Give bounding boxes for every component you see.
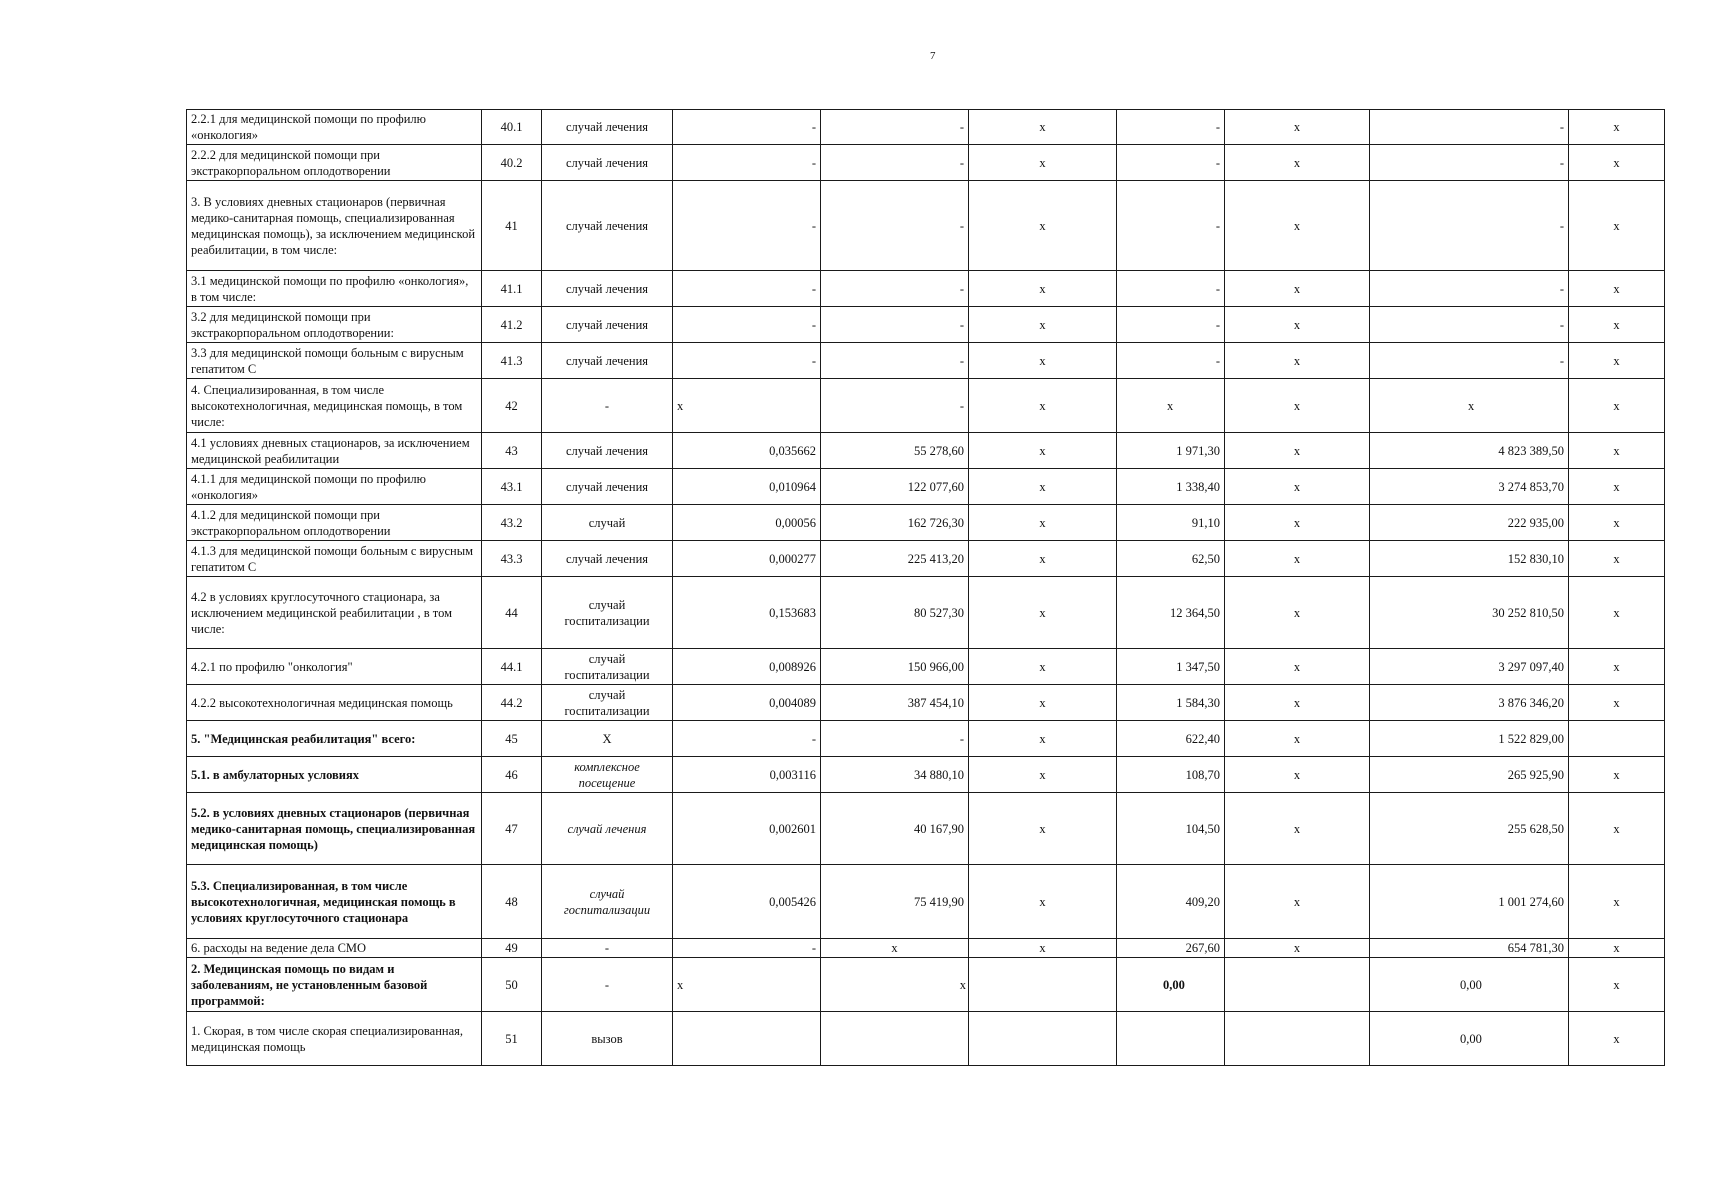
cell-value-3: x bbox=[969, 685, 1117, 721]
cell-value-2: x bbox=[821, 958, 969, 1012]
cell-value-1: 0,035662 bbox=[673, 433, 821, 469]
row-label: 6. расходы на ведение дела СМО bbox=[187, 939, 482, 958]
cell-value-7: x bbox=[1569, 1012, 1665, 1066]
cell-value-2: 40 167,90 bbox=[821, 793, 969, 865]
row-number: 40.1 bbox=[482, 110, 542, 145]
cell-value-2: - bbox=[821, 181, 969, 271]
table-row bbox=[187, 541, 1665, 577]
cell-value-4: 409,20 bbox=[1117, 865, 1225, 939]
table-row bbox=[187, 271, 1665, 307]
cell-value-2: - bbox=[821, 110, 969, 145]
row-label: 3.2 для медицинской помощи при экстракорпоральном оплодотворении: bbox=[187, 307, 482, 343]
cell-value-4: - bbox=[1117, 271, 1225, 307]
row-unit: случай лечения bbox=[542, 343, 673, 379]
cell-value-6: 152 830,10 bbox=[1370, 541, 1569, 577]
cell-value-2: 225 413,20 bbox=[821, 541, 969, 577]
cell-value-4: 91,10 bbox=[1117, 505, 1225, 541]
cell-value-1: 0,153683 bbox=[673, 577, 821, 649]
row-number: 43.3 bbox=[482, 541, 542, 577]
row-number: 44 bbox=[482, 577, 542, 649]
cell-value-1: x bbox=[673, 958, 821, 1012]
cell-value-4: 1 338,40 bbox=[1117, 469, 1225, 505]
cell-value-2: - bbox=[821, 145, 969, 181]
row-number: 43.1 bbox=[482, 469, 542, 505]
cell-value-6: 4 823 389,50 bbox=[1370, 433, 1569, 469]
row-unit: - bbox=[542, 958, 673, 1012]
cell-value-3: x bbox=[969, 939, 1117, 958]
cell-value-3: x bbox=[969, 110, 1117, 145]
cell-value-6: - bbox=[1370, 110, 1569, 145]
cell-value-3: x bbox=[969, 433, 1117, 469]
row-number: 45 bbox=[482, 721, 542, 757]
row-unit: - bbox=[542, 379, 673, 433]
cell-value-2 bbox=[821, 1012, 969, 1066]
row-unit: случай лечения bbox=[542, 433, 673, 469]
cell-value-4 bbox=[1117, 1012, 1225, 1066]
table-row bbox=[187, 505, 1665, 541]
row-number: 41.3 bbox=[482, 343, 542, 379]
cell-value-4: 622,40 bbox=[1117, 721, 1225, 757]
row-number: 44.1 bbox=[482, 649, 542, 685]
cell-value-3: x bbox=[969, 649, 1117, 685]
cell-value-3: x bbox=[969, 271, 1117, 307]
cell-value-3: x bbox=[969, 541, 1117, 577]
cell-value-5: x bbox=[1225, 793, 1370, 865]
row-label: 4.2.1 по профилю "онкология" bbox=[187, 649, 482, 685]
data-table bbox=[186, 109, 1665, 1066]
cell-value-4: - bbox=[1117, 181, 1225, 271]
row-label: 4.1.1 для медицинской помощи по профилю «онкология» bbox=[187, 469, 482, 505]
cell-value-7: x bbox=[1569, 343, 1665, 379]
row-number: 40.2 bbox=[482, 145, 542, 181]
cell-value-5: x bbox=[1225, 379, 1370, 433]
cell-value-1: - bbox=[673, 343, 821, 379]
table-row bbox=[187, 757, 1665, 793]
row-number: 48 bbox=[482, 865, 542, 939]
cell-value-2: 75 419,90 bbox=[821, 865, 969, 939]
row-unit: случай лечения bbox=[542, 541, 673, 577]
cell-value-2: - bbox=[821, 721, 969, 757]
cell-value-7: x bbox=[1569, 110, 1665, 145]
cell-value-2: 387 454,10 bbox=[821, 685, 969, 721]
row-unit: комплексное посещение bbox=[542, 757, 673, 793]
row-label: 1. Скорая, в том числе скорая специализированная, медицинская помощь bbox=[187, 1012, 482, 1066]
cell-value-2: 122 077,60 bbox=[821, 469, 969, 505]
table-row bbox=[187, 721, 1665, 757]
cell-value-4: 1 971,30 bbox=[1117, 433, 1225, 469]
cell-value-7: x bbox=[1569, 793, 1665, 865]
cell-value-7: x bbox=[1569, 469, 1665, 505]
cell-value-6: 0,00 bbox=[1370, 1012, 1569, 1066]
cell-value-3: x bbox=[969, 307, 1117, 343]
cell-value-5: x bbox=[1225, 649, 1370, 685]
cell-value-6: 3 876 346,20 bbox=[1370, 685, 1569, 721]
table-row bbox=[187, 343, 1665, 379]
cell-value-5: x bbox=[1225, 343, 1370, 379]
row-label: 5.3. Специализированная, в том числе высокотехнологичная, медицинская помощь в условиях круглосуточного стационара bbox=[187, 865, 482, 939]
cell-value-7: x bbox=[1569, 958, 1665, 1012]
row-unit: случай лечения bbox=[542, 793, 673, 865]
cell-value-1: x bbox=[673, 379, 821, 433]
cell-value-5: x bbox=[1225, 433, 1370, 469]
row-label: 5.1. в амбулаторных условиях bbox=[187, 757, 482, 793]
cell-value-7: x bbox=[1569, 433, 1665, 469]
row-number: 41.2 bbox=[482, 307, 542, 343]
cell-value-5: x bbox=[1225, 469, 1370, 505]
row-unit: случай госпитализации bbox=[542, 577, 673, 649]
cell-value-5: x bbox=[1225, 757, 1370, 793]
cell-value-4: x bbox=[1117, 379, 1225, 433]
cell-value-6: 1 522 829,00 bbox=[1370, 721, 1569, 757]
row-unit: - bbox=[542, 939, 673, 958]
cell-value-4: - bbox=[1117, 145, 1225, 181]
cell-value-6: - bbox=[1370, 307, 1569, 343]
cell-value-4: 1 584,30 bbox=[1117, 685, 1225, 721]
page-number: 7 bbox=[930, 50, 936, 62]
cell-value-3: x bbox=[969, 757, 1117, 793]
cell-value-6: - bbox=[1370, 181, 1569, 271]
row-label: 2.2.1 для медицинской помощи по профилю «онкология» bbox=[187, 110, 482, 145]
cell-value-6: 0,00 bbox=[1370, 958, 1569, 1012]
cell-value-3: x bbox=[969, 793, 1117, 865]
cell-value-2: - bbox=[821, 271, 969, 307]
cell-value-6: 222 935,00 bbox=[1370, 505, 1569, 541]
cell-value-7: x bbox=[1569, 649, 1665, 685]
table-row bbox=[187, 307, 1665, 343]
row-unit: вызов bbox=[542, 1012, 673, 1066]
cell-value-5: x bbox=[1225, 939, 1370, 958]
row-label: 4.1 условиях дневных стационаров, за исключением медицинской реабилитации bbox=[187, 433, 482, 469]
row-unit: случай госпитализации bbox=[542, 685, 673, 721]
cell-value-5: x bbox=[1225, 541, 1370, 577]
cell-value-4: 104,50 bbox=[1117, 793, 1225, 865]
cell-value-1: - bbox=[673, 110, 821, 145]
row-number: 51 bbox=[482, 1012, 542, 1066]
cell-value-1: 0,004089 bbox=[673, 685, 821, 721]
row-unit: случай лечения bbox=[542, 307, 673, 343]
cell-value-7: x bbox=[1569, 307, 1665, 343]
table-row bbox=[187, 865, 1665, 939]
cell-value-7: x bbox=[1569, 757, 1665, 793]
row-label: 2. Медицинская помощь по видам и заболеваниям, не установленным базовой программой: bbox=[187, 958, 482, 1012]
row-number: 50 bbox=[482, 958, 542, 1012]
table-row bbox=[187, 110, 1665, 145]
row-unit: случай лечения bbox=[542, 469, 673, 505]
row-label: 4.1.3 для медицинской помощи больным с вирусным гепатитом С bbox=[187, 541, 482, 577]
cell-value-7: x bbox=[1569, 181, 1665, 271]
cell-value-1: 0,005426 bbox=[673, 865, 821, 939]
cell-value-4: 267,60 bbox=[1117, 939, 1225, 958]
cell-value-6: 265 925,90 bbox=[1370, 757, 1569, 793]
cell-value-7: x bbox=[1569, 865, 1665, 939]
cell-value-1: 0,008926 bbox=[673, 649, 821, 685]
cell-value-1: 0,00056 bbox=[673, 505, 821, 541]
cell-value-6: 654 781,30 bbox=[1370, 939, 1569, 958]
cell-value-4: - bbox=[1117, 307, 1225, 343]
table-row bbox=[187, 793, 1665, 865]
cell-value-3: x bbox=[969, 181, 1117, 271]
table-row bbox=[187, 181, 1665, 271]
table-row bbox=[187, 1012, 1665, 1066]
cell-value-1: - bbox=[673, 271, 821, 307]
table-row bbox=[187, 379, 1665, 433]
cell-value-2: - bbox=[821, 343, 969, 379]
cell-value-2: 55 278,60 bbox=[821, 433, 969, 469]
row-label: 5.2. в условиях дневных стационаров (первичная медико-санитарная помощь, специализированная медицинская помощь) bbox=[187, 793, 482, 865]
cell-value-3: x bbox=[969, 505, 1117, 541]
cell-value-6: 3 297 097,40 bbox=[1370, 649, 1569, 685]
cell-value-3: x bbox=[969, 577, 1117, 649]
cell-value-7: x bbox=[1569, 577, 1665, 649]
row-label: 4.1.2 для медицинской помощи при экстракорпоральном оплодотворении bbox=[187, 505, 482, 541]
cell-value-5 bbox=[1225, 1012, 1370, 1066]
row-number: 47 bbox=[482, 793, 542, 865]
cell-value-4: 12 364,50 bbox=[1117, 577, 1225, 649]
row-number: 41.1 bbox=[482, 271, 542, 307]
cell-value-5: x bbox=[1225, 110, 1370, 145]
row-number: 46 bbox=[482, 757, 542, 793]
cell-value-7: x bbox=[1569, 271, 1665, 307]
row-unit: случай bbox=[542, 505, 673, 541]
cell-value-6: x bbox=[1370, 379, 1569, 433]
cell-value-6: 30 252 810,50 bbox=[1370, 577, 1569, 649]
cell-value-7: x bbox=[1569, 145, 1665, 181]
cell-value-2: 150 966,00 bbox=[821, 649, 969, 685]
row-number: 44.2 bbox=[482, 685, 542, 721]
table-row bbox=[187, 577, 1665, 649]
cell-value-5: x bbox=[1225, 181, 1370, 271]
cell-value-5: x bbox=[1225, 685, 1370, 721]
cell-value-7: x bbox=[1569, 505, 1665, 541]
cell-value-5 bbox=[1225, 958, 1370, 1012]
cell-value-5: x bbox=[1225, 505, 1370, 541]
cell-value-6: 255 628,50 bbox=[1370, 793, 1569, 865]
row-label: 4.2.2 высокотехнологичная медицинская помощь bbox=[187, 685, 482, 721]
cell-value-7: x bbox=[1569, 685, 1665, 721]
cell-value-7: x bbox=[1569, 939, 1665, 958]
row-unit: случай лечения bbox=[542, 110, 673, 145]
cell-value-3 bbox=[969, 958, 1117, 1012]
cell-value-2: - bbox=[821, 307, 969, 343]
cell-value-2: x bbox=[821, 939, 969, 958]
row-number: 43 bbox=[482, 433, 542, 469]
cell-value-2: 80 527,30 bbox=[821, 577, 969, 649]
cell-value-7 bbox=[1569, 721, 1665, 757]
row-label: 4.2 в условиях круглосуточного стационара, за исключением медицинской реабилитации , в том числе: bbox=[187, 577, 482, 649]
cell-value-4: - bbox=[1117, 343, 1225, 379]
cell-value-5: x bbox=[1225, 271, 1370, 307]
table-row bbox=[187, 469, 1665, 505]
table-row bbox=[187, 649, 1665, 685]
table-row bbox=[187, 145, 1665, 181]
cell-value-6: - bbox=[1370, 145, 1569, 181]
cell-value-6: - bbox=[1370, 343, 1569, 379]
table-row bbox=[187, 958, 1665, 1012]
row-unit: случай госпитализации bbox=[542, 865, 673, 939]
cell-value-1: 0,002601 bbox=[673, 793, 821, 865]
cell-value-3: x bbox=[969, 469, 1117, 505]
cell-value-1: - bbox=[673, 307, 821, 343]
cell-value-5: x bbox=[1225, 145, 1370, 181]
cell-value-2: 34 880,10 bbox=[821, 757, 969, 793]
cell-value-3: x bbox=[969, 145, 1117, 181]
cell-value-4: 108,70 bbox=[1117, 757, 1225, 793]
cell-value-1: - bbox=[673, 939, 821, 958]
cell-value-5: x bbox=[1225, 865, 1370, 939]
row-label: 3.1 медицинской помощи по профилю «онкология», в том числе: bbox=[187, 271, 482, 307]
row-number: 41 bbox=[482, 181, 542, 271]
row-number: 42 bbox=[482, 379, 542, 433]
row-label: 5. "Медицинская реабилитация" всего: bbox=[187, 721, 482, 757]
cell-value-6: 1 001 274,60 bbox=[1370, 865, 1569, 939]
cell-value-1: - bbox=[673, 145, 821, 181]
table-row bbox=[187, 685, 1665, 721]
cell-value-7: x bbox=[1569, 541, 1665, 577]
cell-value-2: - bbox=[821, 379, 969, 433]
cell-value-3: x bbox=[969, 721, 1117, 757]
cell-value-3: x bbox=[969, 865, 1117, 939]
row-label: 3. В условиях дневных стационаров (первичная медико-санитарная помощь, специализированная медицинская помощь), за исключением медицинской реабилитации, в том числе: bbox=[187, 181, 482, 271]
cell-value-1: - bbox=[673, 181, 821, 271]
cell-value-5: x bbox=[1225, 307, 1370, 343]
row-label: 3.3 для медицинской помощи больным с вирусным гепатитом С bbox=[187, 343, 482, 379]
cell-value-7: x bbox=[1569, 379, 1665, 433]
cell-value-5: x bbox=[1225, 577, 1370, 649]
cell-value-4: 0,00 bbox=[1117, 958, 1225, 1012]
cell-value-2: 162 726,30 bbox=[821, 505, 969, 541]
cell-value-1: - bbox=[673, 721, 821, 757]
cell-value-3: x bbox=[969, 343, 1117, 379]
cell-value-1: 0,010964 bbox=[673, 469, 821, 505]
row-unit: случай лечения bbox=[542, 271, 673, 307]
cell-value-5: x bbox=[1225, 721, 1370, 757]
row-unit: случай лечения bbox=[542, 145, 673, 181]
table-row bbox=[187, 939, 1665, 958]
row-label: 2.2.2 для медицинской помощи при экстракорпоральном оплодотворении bbox=[187, 145, 482, 181]
row-number: 43.2 bbox=[482, 505, 542, 541]
row-label: 4. Специализированная, в том числе высокотехнологичная, медицинская помощь, в том числе: bbox=[187, 379, 482, 433]
row-number: 49 bbox=[482, 939, 542, 958]
row-unit: X bbox=[542, 721, 673, 757]
cell-value-1: 0,000277 bbox=[673, 541, 821, 577]
cell-value-3 bbox=[969, 1012, 1117, 1066]
cell-value-1: 0,003116 bbox=[673, 757, 821, 793]
cell-value-3: x bbox=[969, 379, 1117, 433]
cell-value-6: 3 274 853,70 bbox=[1370, 469, 1569, 505]
cell-value-4: - bbox=[1117, 110, 1225, 145]
cell-value-1 bbox=[673, 1012, 821, 1066]
cell-value-6: - bbox=[1370, 271, 1569, 307]
cell-value-4: 62,50 bbox=[1117, 541, 1225, 577]
cell-value-4: 1 347,50 bbox=[1117, 649, 1225, 685]
row-unit: случай лечения bbox=[542, 181, 673, 271]
table-row bbox=[187, 433, 1665, 469]
row-unit: случай госпитализации bbox=[542, 649, 673, 685]
